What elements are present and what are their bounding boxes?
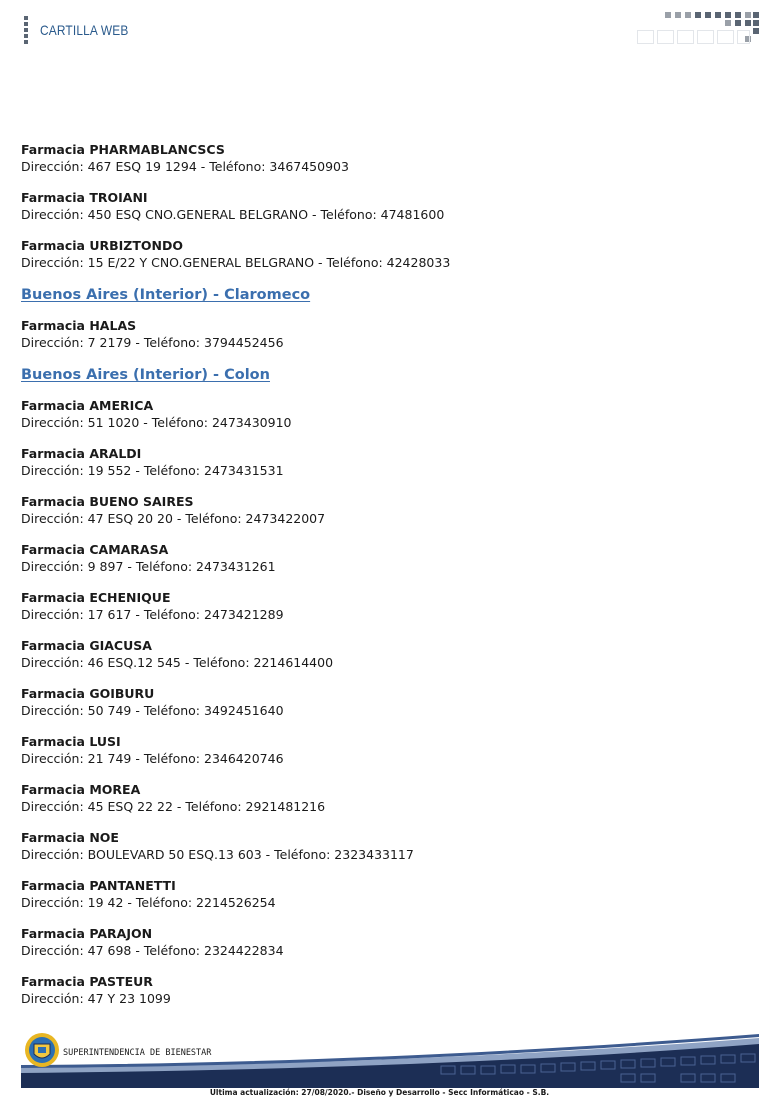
pharmacy-name: Farmacia PASTEUR bbox=[21, 974, 153, 989]
pharmacy-entry bbox=[21, 637, 741, 671]
footer-wave-banner bbox=[21, 1030, 759, 1088]
section-heading-claromeco[interactable]: Buenos Aires (Interior) - Claromeco bbox=[21, 287, 311, 303]
pharmacy-entry bbox=[21, 589, 741, 623]
pharmacy-address-phone: Dirección: 15 E/22 Y CNO.GENERAL BELGRANO - Teléfono: 42428033 bbox=[21, 255, 451, 270]
pharmacy-name: Farmacia LUSI bbox=[21, 734, 121, 749]
pharmacy-entry bbox=[21, 781, 741, 815]
pharmacy-name: Farmacia AMERICA bbox=[21, 398, 154, 413]
pharmacy-name: Farmacia URBIZTONDO bbox=[21, 238, 183, 253]
pharmacy-address-phone: Dirección: 46 ESQ.12 545 - Teléfono: 2214614400 bbox=[21, 655, 334, 670]
pharmacy-address-phone: Dirección: 45 ESQ 22 22 - Teléfono: 2921481216 bbox=[21, 799, 326, 814]
pharmacy-address-phone: Dirección: 21 749 - Teléfono: 2346420746 bbox=[21, 751, 284, 766]
pharmacy-name: Farmacia CAMARASA bbox=[21, 542, 169, 557]
pharmacy-name: Farmacia HALAS bbox=[21, 318, 137, 333]
page-footer bbox=[21, 1030, 759, 1088]
pharmacy-name: Farmacia BUENO SAIRES bbox=[21, 494, 194, 509]
pharmacy-entry bbox=[21, 829, 741, 863]
seal-logo-icon bbox=[24, 1032, 60, 1068]
pharmacy-entry bbox=[21, 445, 741, 479]
pharmacy-name: Farmacia PARAJON bbox=[21, 926, 153, 941]
pharmacy-address-phone: Dirección: 467 ESQ 19 1294 - Teléfono: 3467450903 bbox=[21, 159, 349, 174]
pharmacy-entry bbox=[21, 397, 741, 431]
footer-update-note: Ultima actualización: 27/08/2020.- Diseño y Desarrollo - Secc Informáticao - S.B. bbox=[209, 1088, 550, 1097]
header-bar-icon bbox=[24, 16, 28, 46]
pharmacy-entry bbox=[21, 925, 741, 959]
pharmacy-name: Farmacia NOE bbox=[21, 830, 119, 845]
page-title: CARTILLA WEB bbox=[40, 22, 129, 38]
pharmacy-address-phone: Dirección: 19 42 - Teléfono: 2214526254 bbox=[21, 895, 276, 910]
pharmacy-address-phone: Dirección: 17 617 - Teléfono: 2473421289 bbox=[21, 607, 284, 622]
pharmacy-address-phone: Dirección: 47 698 - Teléfono: 2324422834 bbox=[21, 943, 284, 958]
pharmacy-name: Farmacia GIACUSA bbox=[21, 638, 152, 653]
pharmacy-address-phone: Dirección: 9 897 - Teléfono: 2473431261 bbox=[21, 559, 276, 574]
pharmacy-address-phone: Dirección: 47 ESQ 20 20 - Teléfono: 2473422007 bbox=[21, 511, 326, 526]
pharmacy-listing bbox=[21, 141, 741, 1021]
pharmacy-entry bbox=[21, 877, 741, 911]
pharmacy-entry bbox=[21, 733, 741, 767]
pharmacy-name: Farmacia ARALDI bbox=[21, 446, 142, 461]
pharmacy-address-phone: Dirección: 51 1020 - Teléfono: 2473430910 bbox=[21, 415, 292, 430]
pharmacy-address-phone: Dirección: 7 2179 - Teléfono: 3794452456 bbox=[21, 335, 284, 350]
pharmacy-entry bbox=[21, 541, 741, 575]
pharmacy-name: Farmacia TROIANI bbox=[21, 190, 148, 205]
pharmacy-name: Farmacia MOREA bbox=[21, 782, 141, 797]
pharmacy-entry bbox=[21, 189, 741, 223]
decorative-squares-icon bbox=[637, 12, 759, 46]
pharmacy-entry bbox=[21, 141, 741, 175]
pharmacy-name: Farmacia GOIBURU bbox=[21, 686, 155, 701]
pharmacy-entry bbox=[21, 237, 741, 271]
pharmacy-entry bbox=[21, 685, 741, 719]
pharmacy-entry bbox=[21, 973, 741, 1007]
pharmacy-address-phone: Dirección: BOULEVARD 50 ESQ.13 603 - Teléfono: 2323433117 bbox=[21, 847, 414, 862]
pharmacy-entry bbox=[21, 493, 741, 527]
pharmacy-address-phone: Dirección: 50 749 - Teléfono: 3492451640 bbox=[21, 703, 284, 718]
pharmacy-entry bbox=[21, 317, 741, 351]
pharmacy-address-phone: Dirección: 19 552 - Teléfono: 2473431531 bbox=[21, 463, 284, 478]
pharmacy-name: Farmacia ECHENIQUE bbox=[21, 590, 171, 605]
page-header bbox=[0, 0, 759, 60]
pharmacy-address-phone: Dirección: 450 ESQ CNO.GENERAL BELGRANO - Teléfono: 47481600 bbox=[21, 207, 445, 222]
pharmacy-address-phone: Dirección: 47 Y 23 1099 bbox=[21, 991, 171, 1006]
pharmacy-name: Farmacia PANTANETTI bbox=[21, 878, 176, 893]
section-heading-colon[interactable]: Buenos Aires (Interior) - Colon bbox=[21, 367, 270, 383]
pharmacy-name: Farmacia PHARMABLANCSCS bbox=[21, 142, 225, 157]
footer-organization-name: SUPERINTENDENCIA DE BIENESTAR bbox=[63, 1048, 212, 1058]
